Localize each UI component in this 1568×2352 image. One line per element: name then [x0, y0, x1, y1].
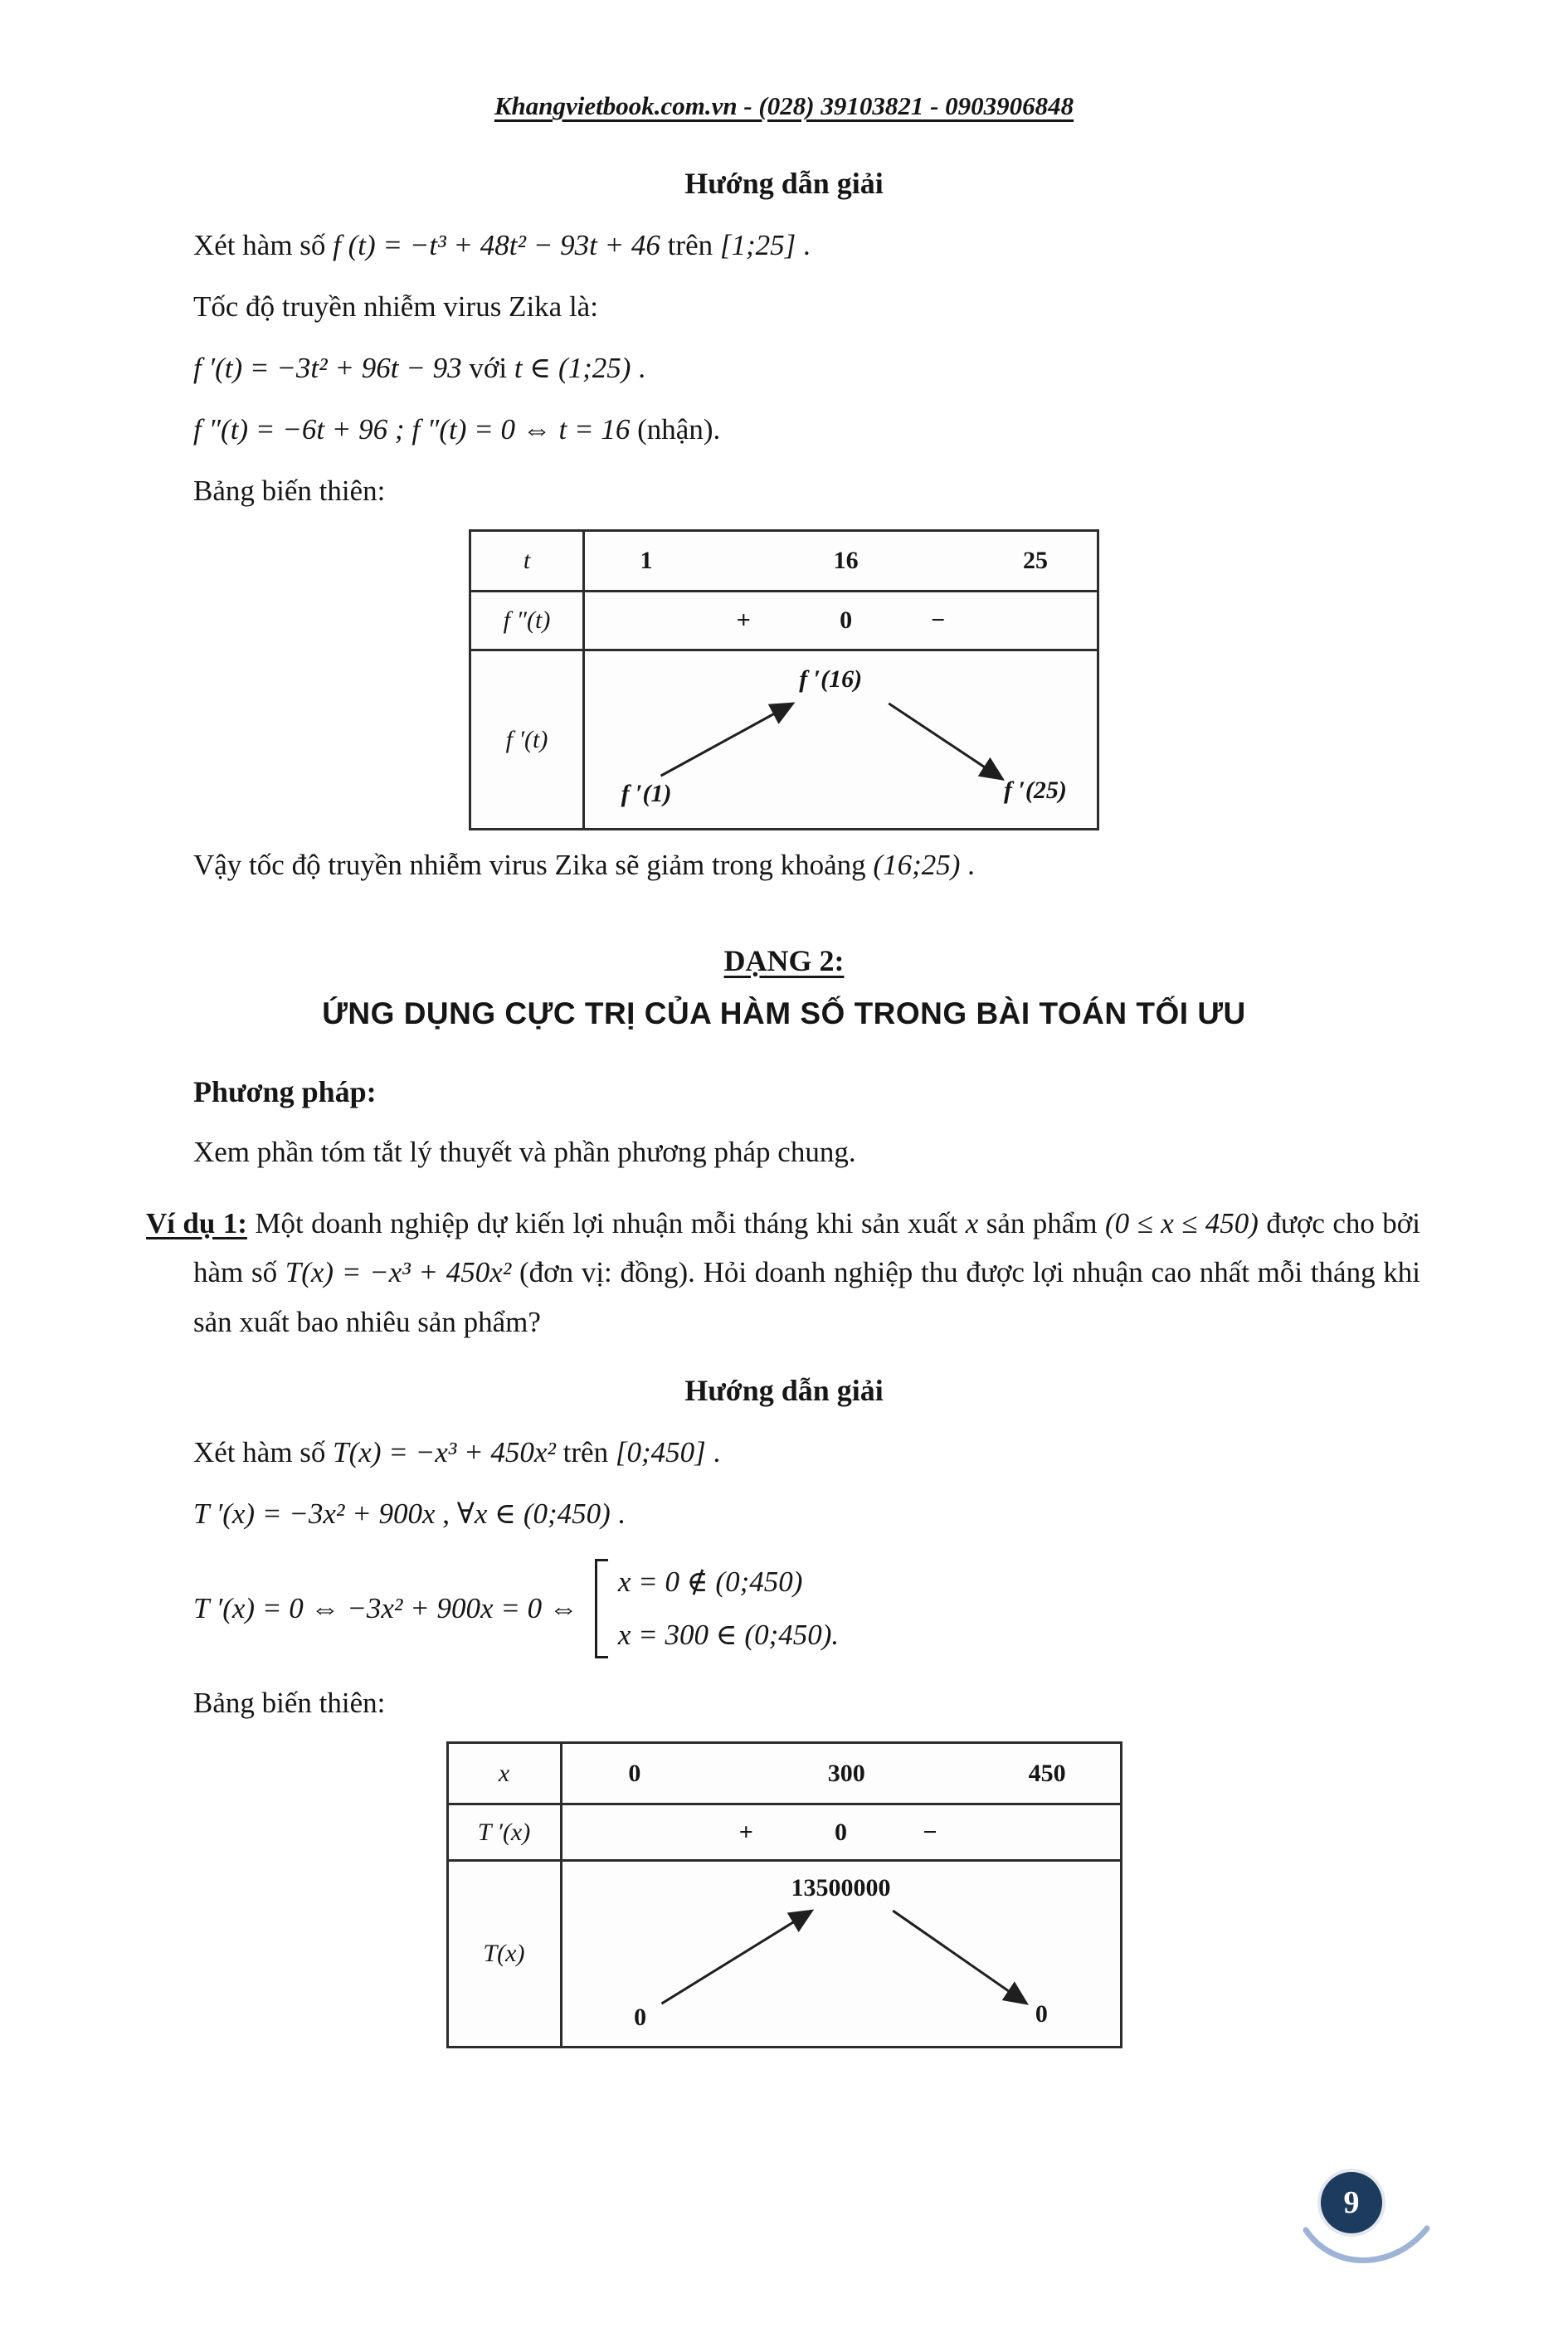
solution1-line1 — [193, 229, 1420, 262]
text-run: . — [967, 849, 975, 881]
table2-row-x — [449, 1744, 1120, 1805]
interval-1-25: [1;25] — [719, 229, 796, 261]
table1-row-sign — [471, 592, 1097, 651]
constraint-x: (0 ≤ x ≤ 450) — [1104, 1206, 1259, 1239]
right-end-value: f ′(25) — [1003, 777, 1067, 804]
t-value-25: 25 — [1022, 547, 1048, 574]
variation-table-1 — [469, 529, 1099, 830]
example1-paragraph — [146, 1199, 1421, 1347]
header-site-info: Khangvietbook.com.vn - (028) 39103821 - 0903906848 — [494, 91, 1074, 120]
var-x: x — [965, 1206, 979, 1239]
text-run: Xét hàm số — [193, 1436, 334, 1468]
page-number-circle — [1321, 2172, 1382, 2233]
table2-header-Tp: T ′(x) — [449, 1805, 562, 1859]
table2-variation-area — [562, 1862, 1120, 2046]
page-number: 9 — [1343, 2185, 1360, 2220]
example1-label: Ví dụ 1: — [146, 1206, 247, 1239]
text-run: Vậy tốc độ truyền nhiễm virus Zika sẽ giảm trong khoảng — [193, 849, 874, 881]
solution2-cases-line — [193, 1559, 1420, 1658]
table1-header-fpp: f ″(t) — [471, 592, 585, 649]
sign-minus: − — [931, 606, 946, 634]
x-value-300: 300 — [827, 1759, 865, 1787]
table1-row-variation — [471, 651, 1097, 828]
case-x-0: x = 0 ∉ (0;450) — [617, 1566, 803, 1598]
text-run: . — [713, 1436, 721, 1468]
peak-value: 13500000 — [791, 1874, 891, 1902]
left-end-value: f ′(1) — [621, 780, 672, 807]
decrease-arrow — [893, 1911, 1026, 2004]
formula-T: T(x) = −x³ + 450x² — [333, 1436, 556, 1468]
page-header — [0, 0, 1568, 121]
table1-header-fp: f ′(t) — [471, 651, 585, 828]
table2-row-variation — [449, 1862, 1120, 2046]
badge-swoosh-decoration — [1301, 2223, 1434, 2278]
sign-zero: 0 — [835, 1818, 847, 1846]
domain-t: t ∈ (1;25) — [514, 352, 631, 384]
table2-header-x: x — [449, 1744, 562, 1803]
interval-16-25: (16;25) — [873, 849, 961, 881]
text-run: sản phẩm — [978, 1206, 1105, 1239]
interval-0-450: [0;450] — [615, 1436, 706, 1468]
sign-plus: + — [738, 1818, 753, 1846]
equation-T-prime-zero: T ′(x) = 0 ⇔ −3x² + 900x = 0 ⇔ — [193, 1592, 578, 1624]
table2-signs — [562, 1805, 1120, 1859]
cases-group — [595, 1559, 839, 1658]
sign-plus: + — [736, 606, 751, 634]
formula-f-double-prime: f ″(t) = −6t + 96 ; f ″(t) = 0 ⇔ t = 16 — [193, 413, 631, 446]
decrease-arrow — [889, 704, 1002, 779]
text-run: trên — [562, 1436, 616, 1468]
t-value-16: 16 — [833, 547, 859, 574]
left-square-bracket-icon — [595, 1559, 608, 1658]
dang2-title: DẠNG 2: — [723, 944, 845, 977]
sign-zero: 0 — [840, 606, 853, 634]
text-run: Xét hàm số — [193, 229, 334, 261]
bbt-label-2: Bảng biến thiên: — [193, 1687, 386, 1719]
solution2-title: Hướng dẫn giải — [684, 1374, 884, 1407]
table2-row-sign — [449, 1805, 1120, 1862]
table1-header-t: t — [471, 532, 585, 590]
solution1-line4 — [193, 413, 1420, 446]
x-value-450: 450 — [1028, 1759, 1066, 1787]
text-run: được cho bởi hàm số — [193, 1206, 1421, 1288]
dang2-subtitle: ỨNG DỤNG CỰC TRỊ CỦA HÀM SỐ TRONG BÀI TOÁN TỐI ƯU — [322, 996, 1246, 1030]
table1-row-t — [471, 532, 1097, 592]
text-run: . — [638, 352, 645, 384]
formula-T-of-x: T(x) = −x³ + 450x² — [285, 1256, 512, 1288]
peak-value: f ′(16) — [799, 665, 863, 693]
text-run: (nhận). — [637, 413, 721, 446]
text-run: . — [617, 1497, 626, 1530]
solution2-line2 — [193, 1497, 1420, 1531]
forall-x: ∀x ∈ (0;450) — [456, 1497, 611, 1530]
x-value-0: 0 — [628, 1759, 641, 1787]
page-content — [0, 166, 1568, 2048]
method-text: Xem phần tóm tắt lý thuyết và phần phương pháp chung. — [193, 1136, 856, 1168]
case-rows — [618, 1559, 839, 1658]
formula-f-of-t: f (t) = −t³ + 48t² − 93t + 46 — [333, 229, 660, 261]
text-run: , — [442, 1497, 457, 1530]
bbt-label-1: Bảng biến thiên: — [193, 475, 386, 507]
table2-values-x — [562, 1744, 1120, 1803]
increase-arrow — [661, 704, 793, 776]
table2-header-T: T(x) — [449, 1862, 562, 2046]
left-end-value: 0 — [634, 2004, 647, 2031]
page-number-badge — [1312, 2164, 1454, 2280]
sign-minus: − — [923, 1818, 937, 1846]
formula-f-prime: f ′(t) = −3t² + 96t − 93 — [193, 352, 462, 384]
solution1-line2: Tốc độ truyền nhiễm virus Zika là: — [193, 290, 598, 323]
solution1-line3 — [193, 352, 1420, 385]
increase-arrow — [661, 1911, 811, 2004]
case-x-300: x = 300 ∈ (0;450). — [617, 1619, 840, 1651]
table1-signs — [585, 592, 1097, 649]
table1-values-t — [585, 532, 1097, 590]
text-run: Một doanh nghiệp dự kiến lợi nhuận mỗi tháng khi sản xuất — [246, 1206, 966, 1239]
method-label: Phương pháp: — [193, 1075, 377, 1108]
text-run: với — [469, 352, 514, 384]
solution2-line1 — [193, 1436, 1420, 1469]
t-value-1: 1 — [640, 547, 653, 574]
solution1-title: Hướng dẫn giải — [684, 167, 884, 200]
solution1-conclusion — [193, 849, 1420, 882]
variation-table-2 — [446, 1741, 1122, 2048]
text-run: . — [803, 229, 811, 261]
text-run: (đơn vị: đồng). Hỏi doanh nghiệp thu được lợi nhuận cao nhất mỗi tháng khi sản xuất bao nhiêu sản phẩm? — [193, 1256, 1420, 1338]
right-end-value: 0 — [1035, 2000, 1048, 2028]
text-run: trên — [667, 229, 720, 261]
table1-variation-area — [585, 651, 1097, 828]
formula-T-prime: T ′(x) = −3x² + 900x — [193, 1497, 436, 1530]
